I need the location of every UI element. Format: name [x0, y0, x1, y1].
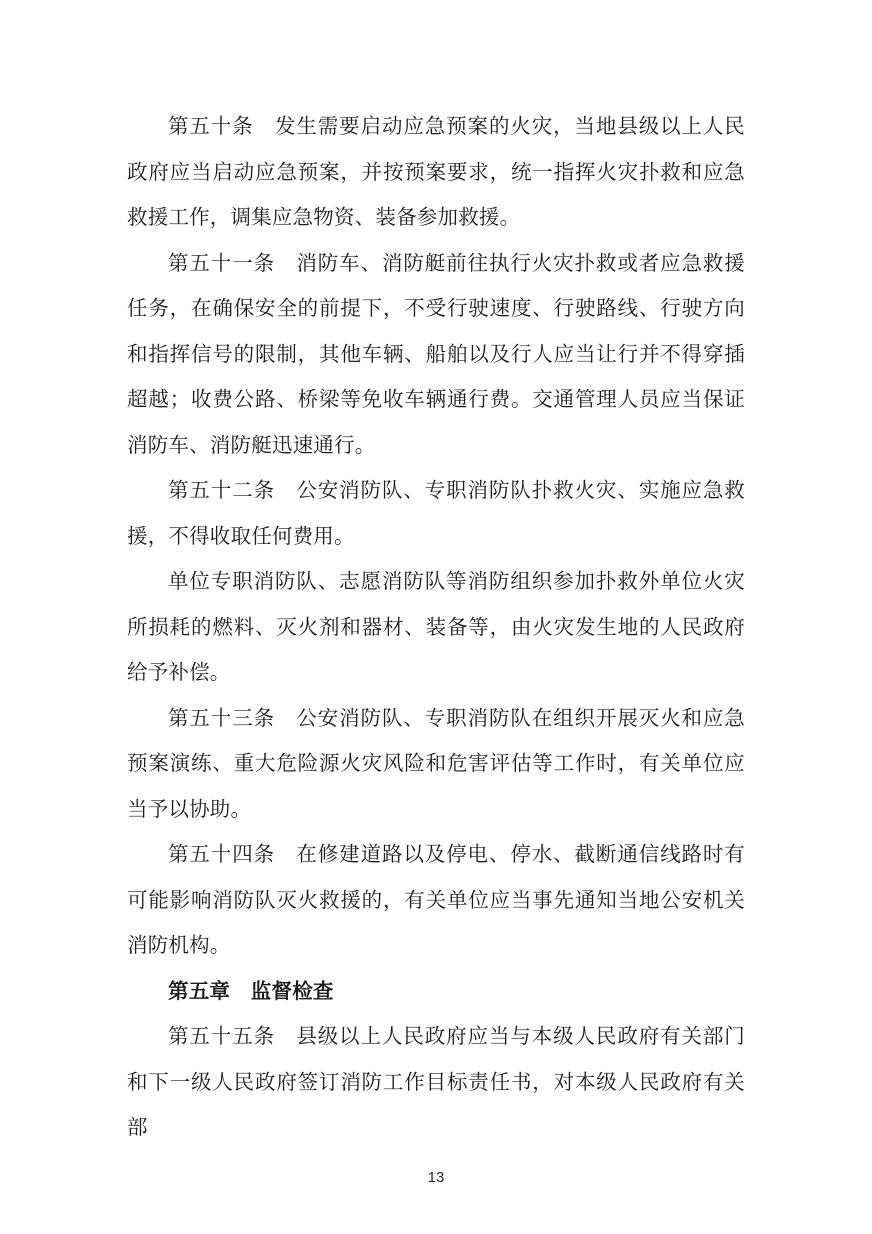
- page-number: 13: [427, 1168, 445, 1186]
- article-55-paragraph: 第五十五条 县级以上人民政府应当与本级人民政府有关部门和下一级人民政府签订消防工作目标责任书，对本级人民政府有关部: [127, 1026, 745, 1139]
- document-body: [127, 105, 745, 1152]
- article-52-paragraph: 第五十二条 公安消防队、专职消防队扑救火灾、实施应急救援，不得收取任何费用。: [127, 480, 745, 548]
- article-50-paragraph: 第五十条 发生需要启动应急预案的火灾，当地县级以上人民政府应当启动应急预案，并按预案要求，统一指挥火灾扑救和应急救援工作，调集应急物资、装备参加救援。: [127, 116, 745, 229]
- article-54-paragraph: 第五十四条 在修建道路以及停电、停水、截断通信线路时有可能影响消防队灭火救援的，有关单位应当事先通知当地公安机关消防机构。: [127, 844, 745, 957]
- article-52-continuation-paragraph: 单位专职消防队、志愿消防队等消防组织参加扑救外单位火灾所损耗的燃料、灭火剂和器材、装备等，由火灾发生地的人民政府给予补偿。: [127, 571, 745, 684]
- article-53-paragraph: 第五十三条 公安消防队、专职消防队在组织开展灭火和应急预案演练、重大危险源火灾风险和危害评估等工作时，有关单位应当予以协助。: [127, 707, 745, 821]
- page-footer: [127, 1168, 745, 1188]
- chapter-5-heading: 第五章 监督检查: [168, 980, 334, 1003]
- article-51-paragraph: 第五十一条 消防车、消防艇前往执行火灾扑救或者应急救援任务，在确保安全的前提下，不受行驶速度、行驶路线、行驶方向和指挥信号的限制，其他车辆、船舶以及行人应当让行并不得穿插超越；收费公路、桥梁等免收车辆通行费。交通管理人员应当保证消防车、消防艇迅速通行。: [127, 252, 745, 457]
